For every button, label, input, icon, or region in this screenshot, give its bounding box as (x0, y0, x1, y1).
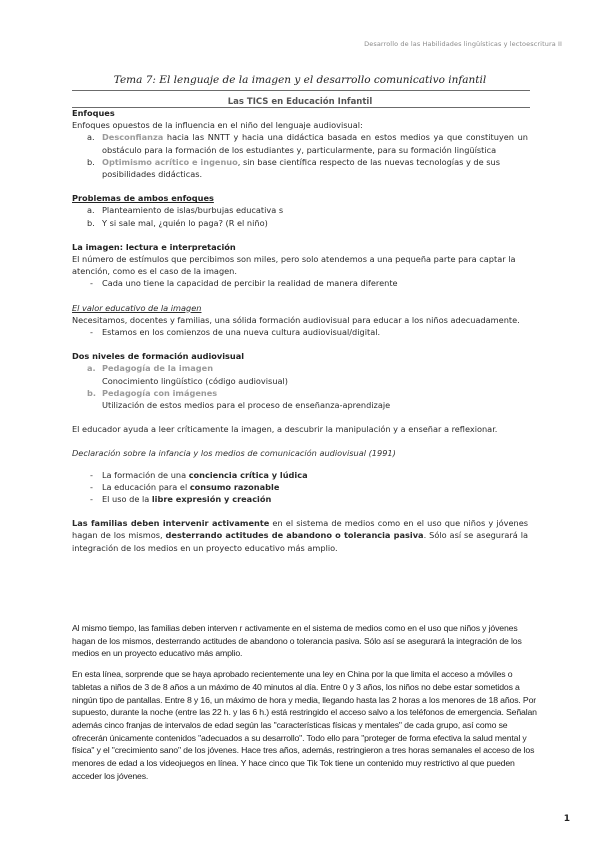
clipping-paragraph-1: Al mismo tiempo, las familias deben interven r activamente en el sistema de medios como en el uso que niños y jóvenes hagan de los mismos, desterrando actitudes de abandono o tolerancia pasiva. Sólo así se asegurará la integración de los medios en un proyecto educativo más amplio. (72, 623, 522, 659)
enfoques-list (72, 131, 528, 180)
problemas-heading: Problemas de ambos enfoques (72, 193, 214, 204)
list-item: b. Y si sale mal, ¿quién lo paga? (R el niño) (87, 217, 268, 228)
enfoques-heading: Enfoques (72, 108, 115, 118)
list-item: - La formación de una conciencia crítica y lúdica (90, 469, 308, 480)
niveles-list (72, 362, 528, 411)
imagen-text: El número de estímulos que percibimos son miles, pero solo atendemos a una pequeña parte para captar la atención, como es el caso de la imagen. (72, 254, 516, 277)
valor-text: Necesitamos, docentes y familias, una sólida formación audiovisual para educar a los niños adecuadamente. (72, 314, 520, 325)
list-item: - Cada uno tiene la capacidad de percibir la realidad de manera diferente (90, 278, 398, 289)
document-body (72, 107, 528, 554)
declaracion-title: Declaración sobre la infancia y los medios de comunicación audiovisual (1991) (72, 448, 396, 459)
declaracion-list (72, 469, 528, 506)
list-item: b. Pedagogía con imágenes Utilización de estos medios para el proceso de enseñanza-aprendizaje (87, 387, 391, 411)
list-item: - El uso de la libre expresión y creación (90, 494, 272, 505)
imagen-dash-list (72, 277, 528, 289)
page-title: Tema 7: El lenguaje de la imagen y el desarrollo comunicativo infantil (113, 74, 487, 86)
page-number: 1 (563, 814, 570, 824)
educador-text: El educador ayuda a leer críticamente la imagen, a descubrir la manipulación y a enseñar a reflexionar. (72, 424, 498, 435)
list-item: - Estamos en los comienzos de una nueva cultura audiovisual/digital. (90, 327, 381, 338)
section-subtitle: Las TICS en Educación Infantil (227, 97, 373, 107)
valor-heading: El valor educativo de la imagen (72, 302, 202, 313)
imagen-heading: La imagen: lectura e interpretación (72, 241, 236, 252)
pasted-article-excerpt (72, 622, 542, 782)
list-item: a. Desconfianza hacia las NNTT y hacia una didáctica basada en estos medios ya que constituyen un obstáculo para la formación de los estudiantes y, particularmente, para su formación lingüística (87, 132, 528, 155)
list-item: - La educación para el consumo razonable (90, 481, 280, 492)
niveles-heading: Dos niveles de formación audiovisual (72, 351, 245, 362)
list-item: b. Optimismo acrítico e ingenuo, sin base científica respecto de las nuevas tecnologías y de sus posibilidades didácticas. (87, 156, 500, 180)
enfoques-intro: Enfoques opuestos de la influencia en el niño del lenguaje audiovisual: (72, 120, 363, 131)
running-header: Desarrollo de las Habilidades lingüísticas y lectoescritura II (364, 40, 562, 48)
valor-dash-list (72, 326, 528, 338)
list-item: a. Pedagogía de la imagen Conocimiento lingüístico (código audiovisual) (87, 363, 288, 386)
problemas-list (72, 204, 528, 228)
title-rule-top (72, 90, 530, 91)
list-item: a. Planteamiento de islas/burbujas educativa s (87, 205, 284, 216)
clipping-paragraph-2: En esta línea, sorprende que se haya aprobado recientemente una ley en China por la que limita el acceso a móviles o tabletas a niños de 3 de 8 años a un máximo de 40 minutos al día. Entre 0 y 3 años, los niños no debe estar sometidos a ningún tipo de pantallas. Entre 8 y 16, un máximo de hora y media, llegando hasta las 2 horas a los menores de 18 años. Por supuesto, durante la noche (entre las 22 h. y las 6 h.) está restringido el acceso salvo a los teléfonos de emergencia. Señalan además cinco franjas de intervalos de edad según las "características físicas y mentales" de cada grupo, así como se ofrecerán únicamente contenidos "adecuados a su desarrollo". Todo ello para "proteger de forma efectiva la salud mental y física" y el "crecimiento sano" de los jóvenes. Hace tres años, además, restringieron a tres horas semanales el acceso de los menores de edad a los videojuegos en línea. Y hace cinco que Tik Tok tiene un contenido muy restrictivo al que pueden acceder los jóvenes. (72, 669, 537, 781)
familias-paragraph: Las familias deben intervenir activamente en el sistema de medios como en el uso que niños y jóvenes hagan de los mismos, desterrando actitudes de abandono o tolerancia pasiva. Sólo así se asegurará la integración de los medios en un proyecto educativo más amplio. (72, 518, 529, 553)
